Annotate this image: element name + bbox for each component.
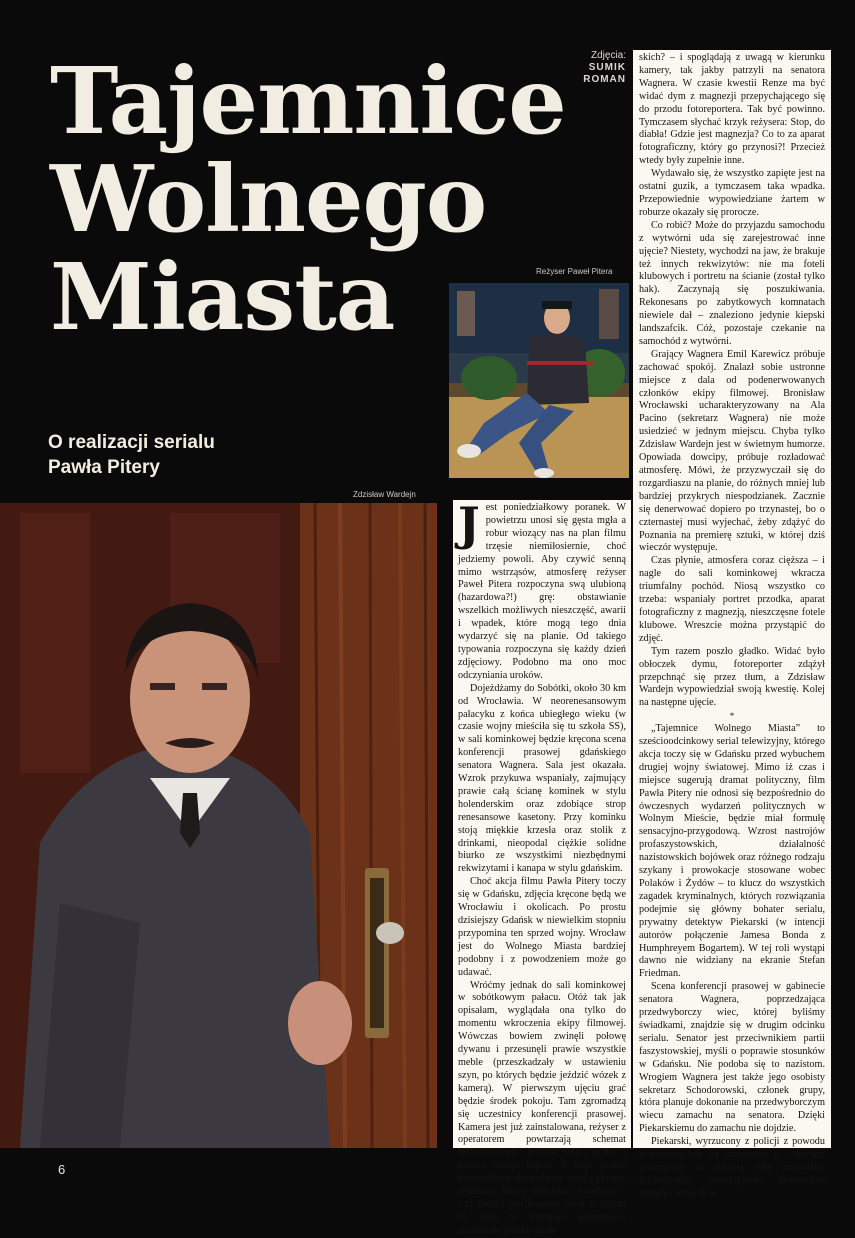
article-subtitle bbox=[48, 430, 348, 480]
article-paragraph: Co robić? Może do przyjazdu samochodu z wytwórni uda się zarejestrować inne ujęcie? Niestety, wychodzi na jaw, że brakuje też innych rekwizytów: nie ma foteli klubowych i portretu na ścianie (został tylko hak). Zaczynają się poszukiwania. Rekonesans po zabytkowych komnatach niewiele dał – znaleziono jedynie kiepski landszafcik. Cóż, pozostaje czekanie na samochód z wytwórni. bbox=[639, 219, 825, 347]
article-paragraph: Wróćmy jednak do sali kominkowej w sobótkowym pałacu. Otóż tak jak opisałam, wyglądała ona tylko do momentu wkroczenia ekipy filmowej. Wówczas bowiem zwinęli połowę dywanu i przesunęli prawie wszystkie meble (przeszkadzały w ustawieniu szyn, po których będzie jeździć wózek z kamerą). W pierwszym ujęciu grać będzie środek pokoju. Tam zgromadzą się uczestnicy konferencji prasowej. Kamera jest już zainstalowana, reżyser z operatorem powtarzają schemat inscenizacyjny, jeszcze tylko próba i można zacząć kręcić. A więc próba: dziennikarze skrupulatnie notują pytanie redaktora Renze (Zdzisław Wardejn) – Czy uważa pan budowę portu w Gdyni za krok w kierunku polepszenia stosunków polsko-gdań- bbox=[458, 979, 626, 1236]
article-paragraph: Wydawało się, że wszystko zapięte jest na ostatni guzik, a tymczasem taka wpadka. Przepowiednie wypowiedziane żartem w roburze okazały się prorocze. bbox=[639, 168, 825, 218]
director-photo-caption: Reżyser Paweł Pitera bbox=[536, 267, 613, 276]
article-column-middle bbox=[453, 497, 631, 1236]
title-line-3: Miasta bbox=[50, 243, 395, 351]
photo-credit-author-2: ROMAN bbox=[583, 74, 626, 85]
photo-credit bbox=[566, 50, 626, 86]
director-photo-image bbox=[449, 283, 629, 478]
drop-cap: J bbox=[458, 497, 480, 551]
article-paragraph: Scena konferencji prasowej w gabinecie senatora Wagnera, poprzedzająca przedwyborczy wiec, której byliśmy świadkami, znajdzie się w drugim odcinku serialu. Senator jest przeciwnikiem partii faszystowskiej, myśli o poprawie stosunków w Gdańsku. Nie podoba się to nazistom. Wrogiem Wagnera jest także jego osobisty sekretarz Schodorowski, członek grupy, która planuje dokonanie na przedwyborczym wiecu zamachu na senatora. Dzięki Piekarskiemu do zamachu nie dojdzie. bbox=[639, 981, 825, 1135]
director-photo bbox=[449, 283, 629, 478]
section-divider: * bbox=[729, 711, 735, 722]
article-paragraph: Piekarski, wyrzucony z policji z powodu pogarszających się stosunków w Gdańsku, postanawia na własną rękę prowadzić dochodzenia, rozwiązywać kryminalne zagadki, których w bbox=[639, 1136, 825, 1199]
article-paragraph: Dojeżdżamy do Sobótki, około 30 km od Wrocławia. W neorenesansowym pałacyku z końca ubiegłego wieku (w czasie wojny mieściła się tu szkoła SS), w sali kominkowej będzie kręcona scena konferencji prasowej gdańskiego senatora Wagnera. Sala jest okazała. Wzrok przykuwa wspaniały, zajmujący prawie całą ścianę kominek w stylu holenderskim oraz zdobiące strop renesansowe kasetony. Przy kominku stoją miękkie krzesła oraz stolik z drinkami, nieopodal ciężkie solidne biurko ze wszystkimi niezbędnymi rekwizytami i kanapa w stylu gdańskim. bbox=[458, 682, 626, 875]
actor-photo bbox=[0, 503, 437, 1148]
title-line-1: Tajemnice bbox=[50, 47, 566, 155]
article-paragraph: est poniedziałkowy poranek. W powietrzu unosi się gęsta mgła a robur wiozący nas na plan filmu trzęsie niemiłosiernie, choć jedziemy powoli. Aby czywić senną mimo wstrząsów, atmosferę reżyser Paweł Pitera rozpoczyna swą ulubioną (hazardowa?!) grę: obstawianie wszelkich możliwych nieszczęść, awarii i wpadek, które mogą tego dnia wydarzyć się na planie. Od takiego typowania rozpoczyna się każdy dzień zdjęciowy. Podobno ma ono moc odczyniania uroków. bbox=[458, 502, 626, 681]
actor-photo-image bbox=[0, 503, 437, 1148]
subtitle-line-1: O realizacji serialu bbox=[48, 432, 215, 453]
article-paragraph: Tym razem poszło gładko. Widać było obłoczek dymu, fotoreporter zdążył przepchnąć się przez tłum, a Zdzisław Wardejn wypowiedział swoją kwestię. Kolej na następne ujęcie. bbox=[639, 645, 825, 709]
subtitle-line-2: Pawła Pitery bbox=[48, 457, 160, 478]
article-paragraph: Grający Wagnera Emil Karewicz próbuje zachować spokój. Znalazł sobie ustronne miejsce z dala od podenerwowanych członków ekipy filmowej. Bronisław Wrocławski ucharakteryzowany na Ala Pacino (sekretarz Wagnera) nie może usiedzieć w jednym miejscu. Chyba tylko Zdzisław Wardejn jest w świetnym humorze. Opowiada dowcipy, próbuje rozładować atmosferę. Mówi, że przyzwyczaił się do rozgardiaszu na planie, do różnych mniej lub bardziej przykrych niespodzianek. Zacznie się denerwować dopiero po trzynastej, bo o czternastej musi wyjechać, żeby zdążyć do Poznania na premierę sztuki, w której dziś wieczór występuje. bbox=[639, 348, 825, 554]
article-paragraph: Choć akcja filmu Pawła Pitery toczy się w Gdańsku, zdjęcia kręcone będą we Wrocławiu i okolicach. Po prostu dzisiejszy Gdańsk w niewielkim stopniu przypomina ten sprzed wojny. Wrocław jest do Wolnego Miasta bardziej podobny i z powodzeniem może go udawać. bbox=[458, 876, 626, 978]
photo-credit-label: Zdjęcia: bbox=[590, 50, 626, 61]
photo-credit-author-1: SUMIK bbox=[588, 62, 626, 73]
page-number: 6 bbox=[58, 1162, 66, 1177]
article-column-right bbox=[633, 50, 831, 1199]
article-paragraph: Czas płynie, atmosfera coraz cięższa – i nagle do sali kominkowej wkracza triumfalny pochód. Niosą wszystko co trzeba: wspaniały portret przodka, aparat fotograficzny z magnezją, nieszczęsne fotele klubowe. Wreszcie można przystąpić do zdjęć. bbox=[639, 555, 825, 644]
title-line-2: Wolnego bbox=[50, 145, 487, 253]
article-paragraph: „Tajemnice Wolnego Miasta” to sześcioodcinkowy serial telewizyjny, którego akcja toczy się w Gdańsku przed wybuchem drugiej wojny światowej. Mimo iż czas i miejsce sugerują dramat polityczny, film Pawła Pitery nie odnosi się bezpośrednio do ówczesnych wydarzeń politycznych w Wolnym Mieście, będzie miał formułę sensacyjno-przygodową. Wzrost nastrojów profaszystowskich, działalność nazistowskich bojówek oraz różnego rodzaju szykany i prowokacje stosowane wobec Polaków i Żydów – to klucz do wszystkich zagadek kryminalnych, których rozwiązania podejmie się główny bohater serialu, prywatny detektyw Piekarski (w intencji autorów połączenie Jamesa Bonda z Humphreyem Bogartem). W tej roli wystąpi dawno nie widziany na ekranie Stefan Friedman. bbox=[639, 723, 825, 980]
actor-photo-caption: Zdzisław Wardejn bbox=[353, 490, 416, 499]
article-paragraph: skich? – i spoglądają z uwagą w kierunku kamery, tak jakby patrzyli na senatora Wagnera. W czasie kwestii Renze ma być widać dym z magnezji przepychającego się do przodu fotoreportera. Tak być powinno. Tymczasem słychać krzyk reżysera: Stop, do diabła! Gdzie jest magnezja? Co to za aparat fotograficzny, który go przynosi?! Przecież wtedy były zupełnie inne. bbox=[639, 52, 825, 167]
